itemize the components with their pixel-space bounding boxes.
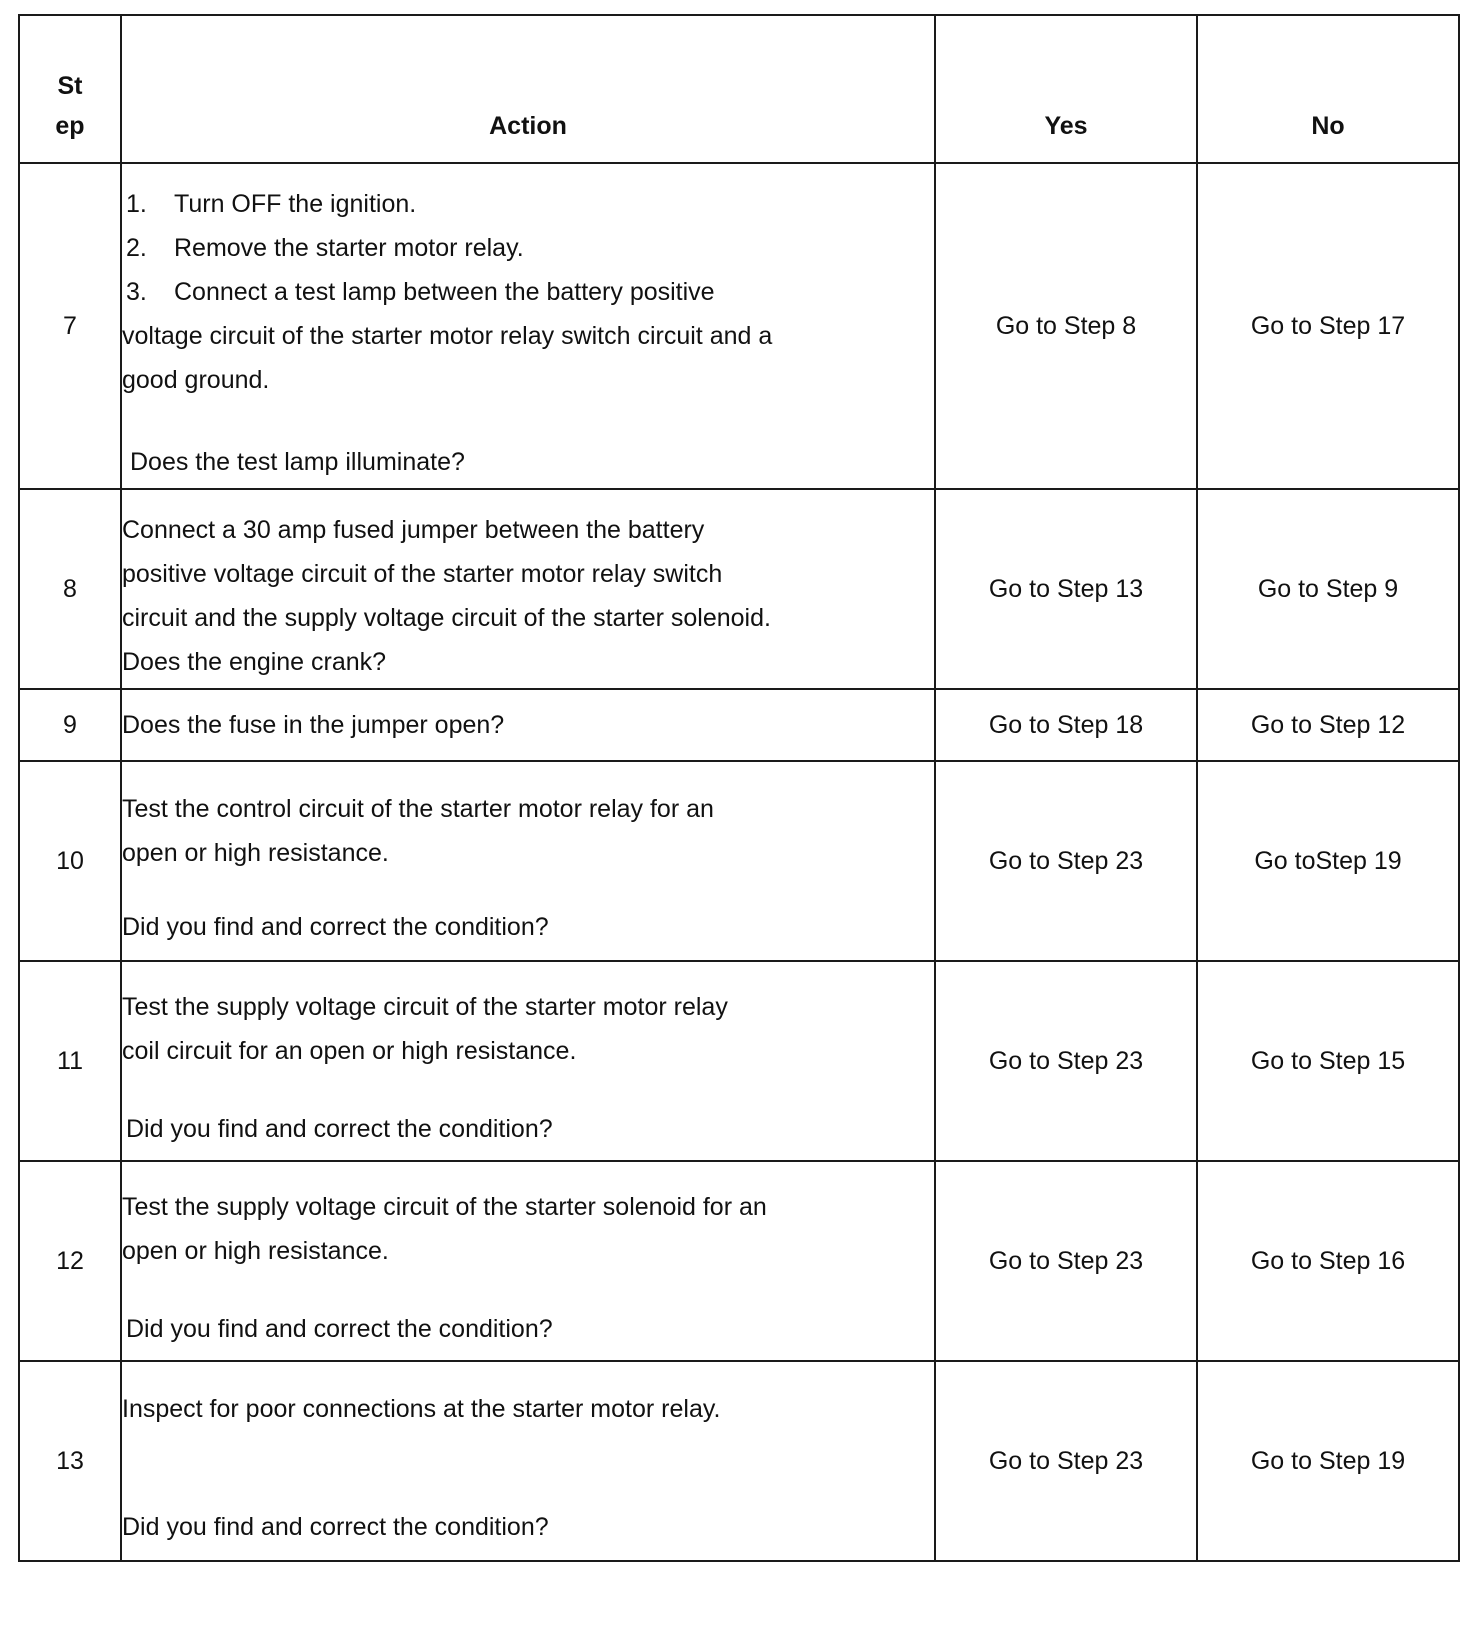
header-step: St ep — [19, 15, 121, 163]
step-number: 11 — [19, 961, 121, 1161]
action-text — [121, 163, 935, 489]
header-no: No — [1197, 15, 1459, 163]
header-action: Action — [121, 15, 935, 163]
yes-result: Go to Step 18 — [935, 689, 1197, 761]
step-number: 13 — [19, 1361, 121, 1561]
action-question: Did you find and correct the condition? — [122, 1513, 549, 1541]
no-result: Go toStep 19 — [1197, 761, 1459, 961]
yes-result: Go to Step 13 — [935, 489, 1197, 689]
no-result: Go to Step 17 — [1197, 163, 1459, 489]
action-line: good ground. — [122, 366, 270, 394]
list-item: 3. Connect a test lamp between the battery positive — [126, 278, 715, 306]
list-item: 1. Turn OFF the ignition. — [126, 190, 417, 218]
action-text — [121, 961, 935, 1161]
step-number: 12 — [19, 1161, 121, 1361]
action-line: Test the control circuit of the starter motor relay for an — [122, 795, 714, 823]
yes-result: Go to Step 23 — [935, 961, 1197, 1161]
action-question: Does the engine crank? — [122, 648, 387, 676]
step-number: 9 — [19, 689, 121, 761]
action-text — [121, 1161, 935, 1361]
table-row — [19, 689, 1459, 761]
diagnostic-table — [18, 14, 1460, 1562]
no-result: Go to Step 19 — [1197, 1361, 1459, 1561]
step-number: 10 — [19, 761, 121, 961]
action-line: positive voltage circuit of the starter motor relay switch — [122, 560, 723, 588]
table-row — [19, 489, 1459, 689]
step-number: 8 — [19, 489, 121, 689]
header-yes: Yes — [935, 15, 1197, 163]
list-item: 2. Remove the starter motor relay. — [126, 234, 524, 262]
header-row — [19, 15, 1459, 163]
action-text — [121, 489, 935, 689]
action-line: Test the supply voltage circuit of the starter solenoid for an — [122, 1193, 767, 1221]
action-text — [121, 1361, 935, 1561]
no-result: Go to Step 12 — [1197, 689, 1459, 761]
action-question: Did you find and correct the condition? — [126, 1115, 553, 1143]
no-result: Go to Step 15 — [1197, 961, 1459, 1161]
table-row — [19, 1361, 1459, 1561]
action-question: Does the test lamp illuminate? — [130, 448, 465, 476]
action-question: Did you find and correct the condition? — [126, 1315, 553, 1343]
yes-result: Go to Step 23 — [935, 1361, 1197, 1561]
yes-result: Go to Step 23 — [935, 1161, 1197, 1361]
action-line: Test the supply voltage circuit of the starter motor relay — [122, 993, 728, 1021]
yes-result: Go to Step 8 — [935, 163, 1197, 489]
action-line: open or high resistance. — [122, 1237, 389, 1265]
action-line: circuit and the supply voltage circuit of the starter solenoid. — [122, 604, 771, 632]
action-line: Inspect for poor connections at the starter motor relay. — [122, 1395, 721, 1423]
action-line: Connect a 30 amp fused jumper between the battery — [122, 516, 705, 544]
table-row — [19, 761, 1459, 961]
no-result: Go to Step 9 — [1197, 489, 1459, 689]
table-row — [19, 163, 1459, 489]
action-text — [121, 761, 935, 961]
step-number: 7 — [19, 163, 121, 489]
action-line: coil circuit for an open or high resistance. — [122, 1037, 577, 1065]
no-result: Go to Step 16 — [1197, 1161, 1459, 1361]
action-question: Does the fuse in the jumper open? — [121, 689, 935, 761]
action-line: voltage circuit of the starter motor relay switch circuit and a — [122, 322, 773, 350]
yes-result: Go to Step 23 — [935, 761, 1197, 961]
table-row — [19, 961, 1459, 1161]
action-question: Did you find and correct the condition? — [122, 913, 549, 941]
table-row — [19, 1161, 1459, 1361]
action-line: open or high resistance. — [122, 839, 389, 867]
